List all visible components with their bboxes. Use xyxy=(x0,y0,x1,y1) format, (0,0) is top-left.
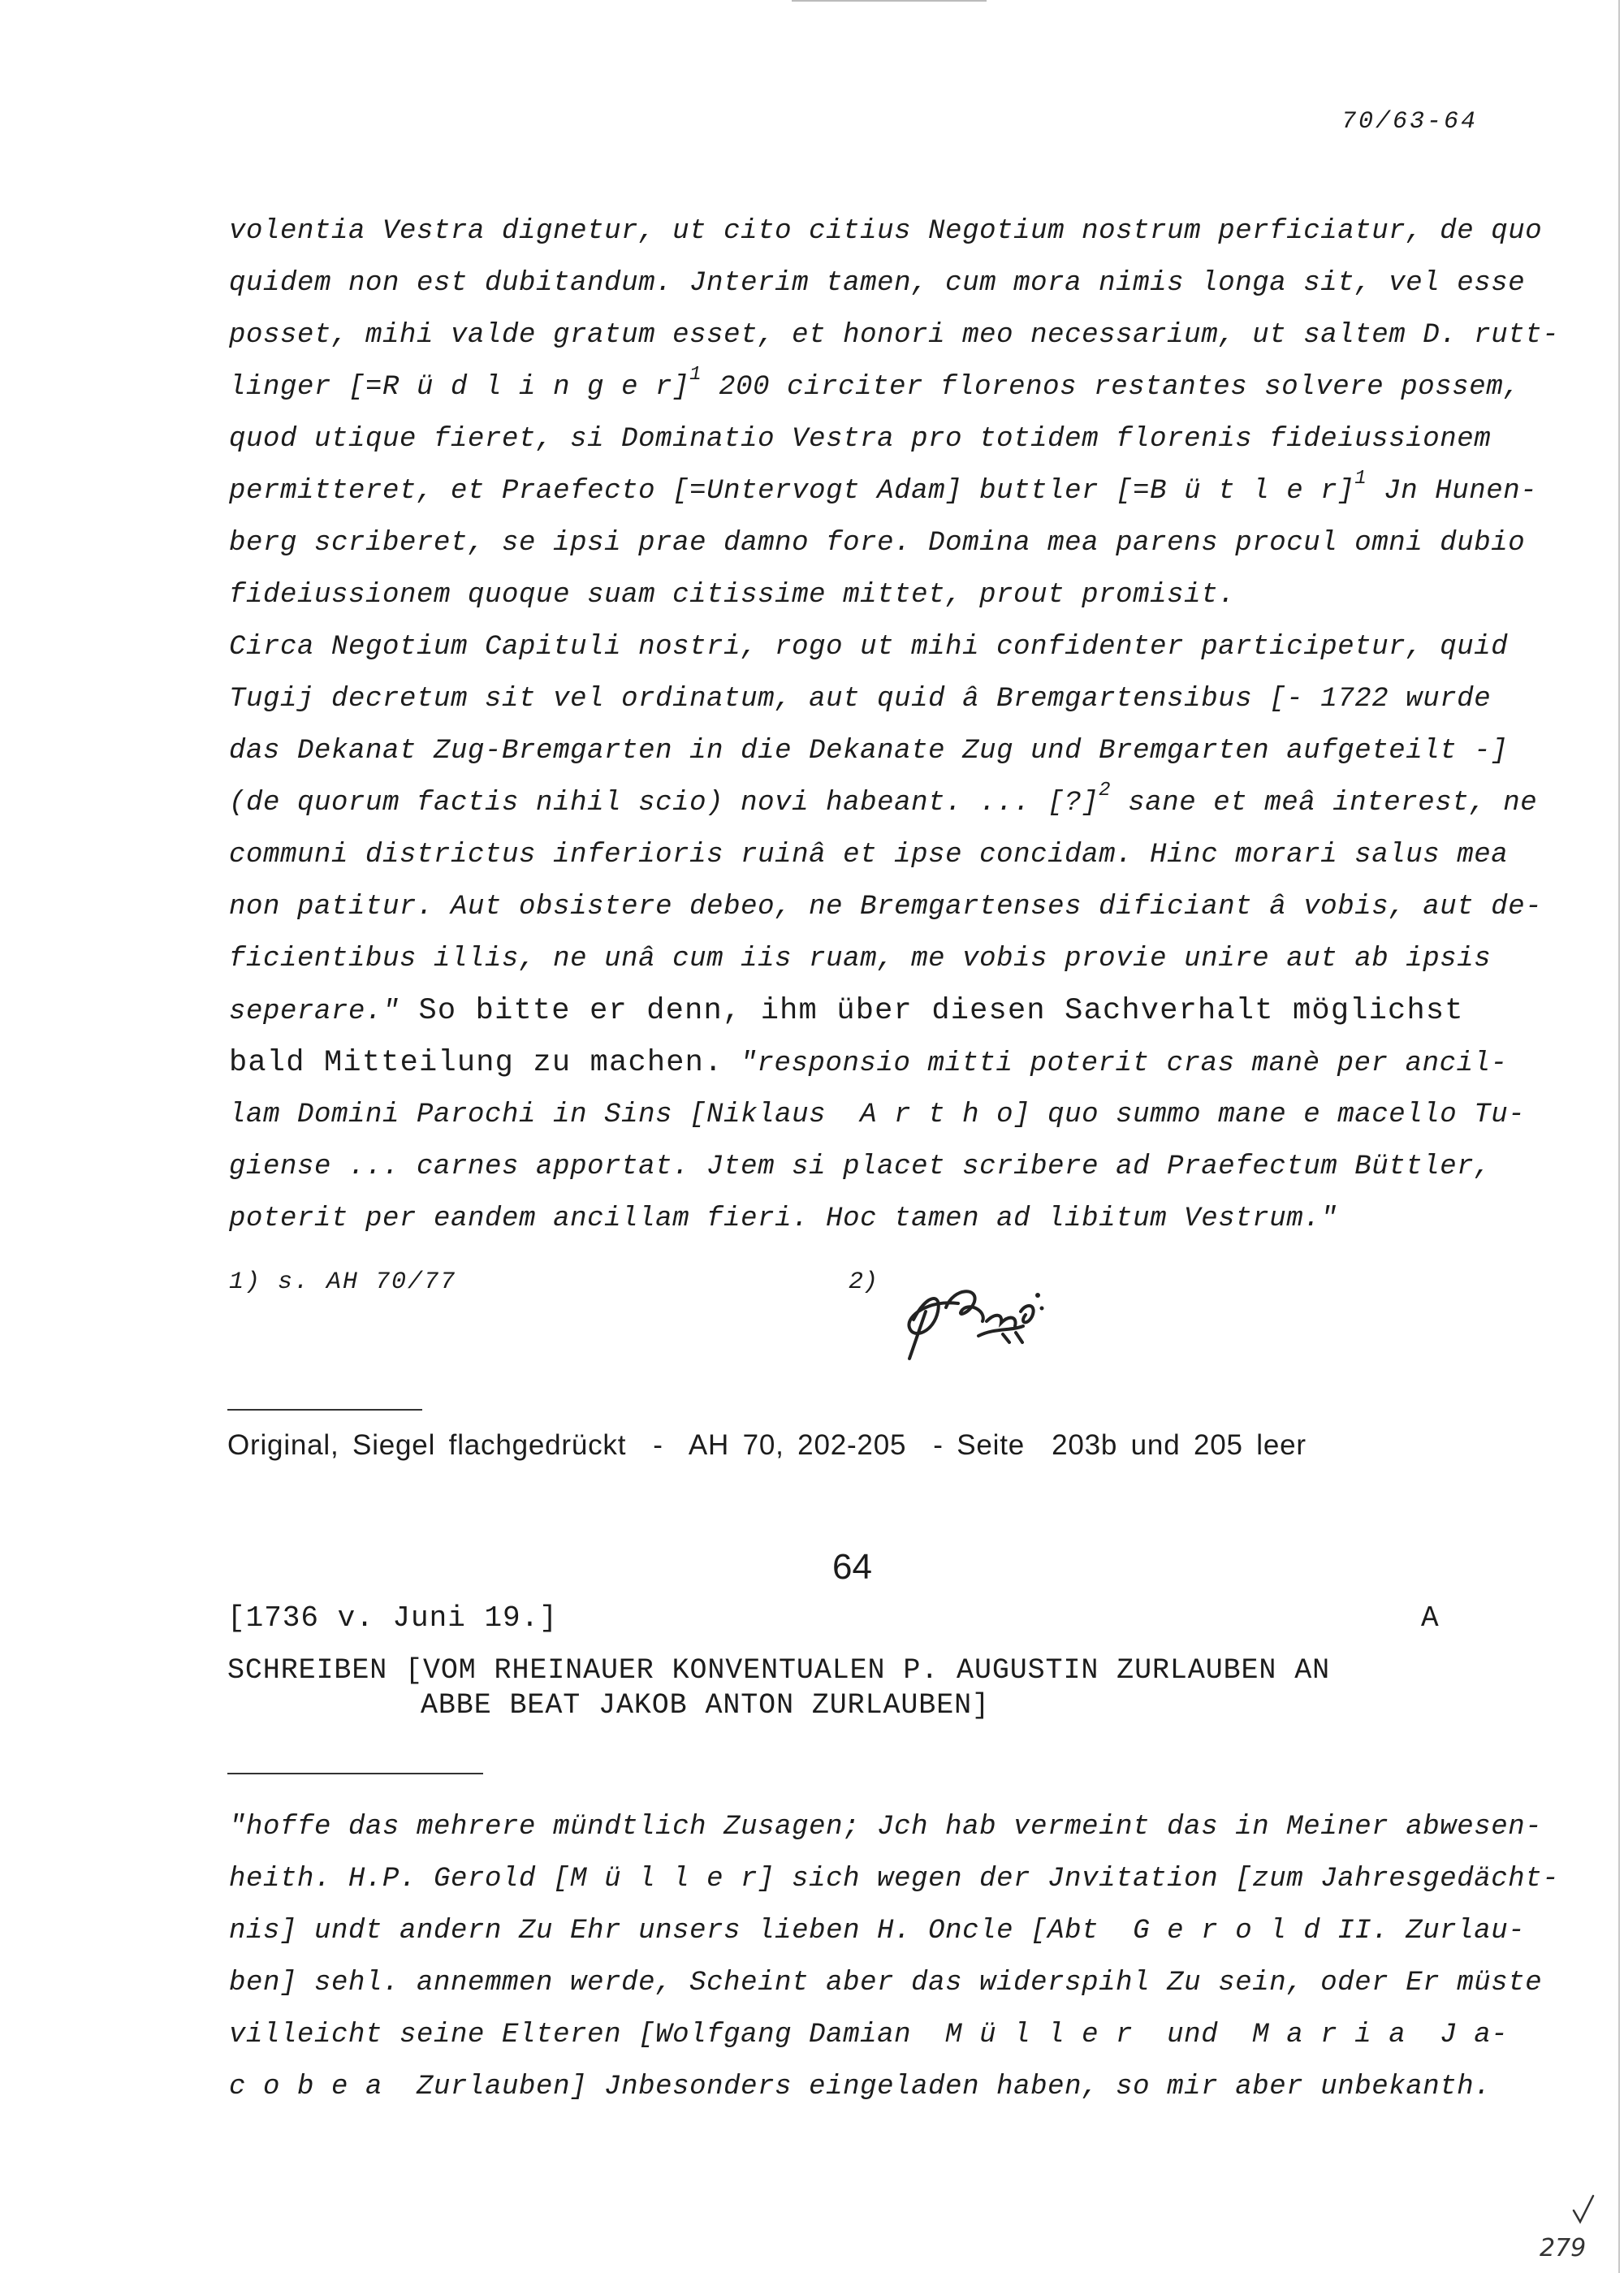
document-heading-line-2: ABBE BEAT JAKOB ANTON ZURLAUBEN] xyxy=(421,1689,990,1722)
section-divider xyxy=(227,1409,422,1411)
text-line: non patitur. Aut obsistere debeo, ne Bremgartenses dificiant â vobis, aut de- xyxy=(229,892,1543,923)
text-line: Tugij decretum sit vel ordinatum, aut quid â Bremgartensibus [- 1722 wurde xyxy=(229,684,1492,715)
page-reference: 70/63-64 xyxy=(1341,108,1479,136)
text-line: fideiussionem quoque suam citissime mittet, prout promisit. xyxy=(229,580,1236,611)
footnote-marker: 1 xyxy=(689,363,702,386)
text-line: poterit per eandem ancillam fieri. Hoc tamen ad libitum Vestrum." xyxy=(229,1203,1338,1234)
quote-line: ben] sehl. annemmen werde, Scheint aber das widerspihl Zu sein, oder Er müste xyxy=(229,1968,1543,1999)
document-letter: A xyxy=(1421,1601,1439,1635)
quote-text-block xyxy=(229,1801,1560,2113)
quote-line: nis] undt andern Zu Ehr unsers lieben H. Oncle [Abt G e r o l d II. Zurlau- xyxy=(229,1916,1526,1947)
document-number: 64 xyxy=(832,1547,872,1587)
text-line: lam Domini Parochi in Sins [Niklaus A r t h o] quo summo mane e macello Tu- xyxy=(229,1100,1526,1130)
document-heading-line-1: SCHREIBEN [VOM RHEINAUER KONVENTUALEN P. AUGUSTIN ZURLAUBEN AN xyxy=(227,1654,1331,1687)
text-line: seperare." So bitte er denn, ihm über diesen Sachverhalt möglichst xyxy=(229,994,1464,1028)
footnote-2: 2) xyxy=(849,1268,879,1296)
text-line: permitteret, et Praefecto [=Untervogt Adam] buttler [=B ü t l e r]$^1$ Jn Hunen- xyxy=(229,467,1538,507)
text-line: giense ... carnes apportat. Jtem si placet scribere ad Praefectum Büttler, xyxy=(229,1152,1492,1182)
text-line: das Dekanat Zug-Bremgarten in die Dekanate Zug und Bremgarten aufgeteilt -] xyxy=(229,736,1509,767)
text-line: berg scriberet, se ipsi prae damno fore. Domina mea parens procul omni dubio xyxy=(229,528,1526,559)
text-line: bald Mitteilung zu machen. "responsio mitti poterit cras manè per ancil- xyxy=(229,1046,1508,1080)
quote-line: c o b e a Zurlauben] Jnbesonders eingeladen haben, so mir aber unbekanth. xyxy=(229,2072,1492,2102)
quote-line: "hoffe das mehrere mündtlich Zusagen; Jch hab vermeint das in Meiner abwesen- xyxy=(229,1812,1543,1843)
checkmark-icon xyxy=(1535,2193,1600,2266)
page-edge-line xyxy=(1618,0,1620,2273)
text-line: linger [=R ü d l i n g e r]$^1$ 200 circiter florenos restantes solvere possem, xyxy=(229,363,1521,403)
text-line: quidem non est dubitandum. Jnterim tamen, cum mora nimis longa sit, vel esse xyxy=(229,268,1526,299)
footnote-1: 1) s. AH 70/77 xyxy=(229,1268,457,1296)
document-date: [1736 v. Juni 19.] xyxy=(227,1601,558,1635)
quote-divider xyxy=(227,1773,483,1774)
quote-line: heith. H.P. Gerold [M ü l l e r] sich wegen der Jnvitation [zum Jahresgedächt- xyxy=(229,1864,1560,1895)
footnote-marker: 2 xyxy=(1099,779,1112,802)
text-line: communi districtus inferioris ruinâ et ipse concidam. Hinc morari salus mea xyxy=(229,840,1509,871)
text-line: volentia Vestra dignetur, ut cito citius Negotium nostrum perficiatur, de quo xyxy=(229,216,1543,247)
page-top-rule xyxy=(792,0,987,2)
text-line: posset, mihi valde gratum esset, et honori meo necessarium, ut saltem D. rutt- xyxy=(229,320,1560,351)
main-text-block xyxy=(229,205,1560,1245)
signature-image xyxy=(881,1263,1068,1368)
footnote-marker: 1 xyxy=(1354,467,1367,490)
page-tally-number: 279 xyxy=(1540,2234,1587,2262)
text-line: (de quorum factis nihil scio) novi habeant. ... [?]$^2$ sane et meâ interest, ne xyxy=(229,779,1538,819)
text-line: quod utique fieret, si Dominatio Vestra pro totidem florenis fideiussionem xyxy=(229,424,1492,455)
text-line: ficientibus illis, ne unâ cum iis ruam, me vobis provie unire aut ab ipsis xyxy=(229,944,1492,974)
text-line: Circa Negotium Capituli nostri, rogo ut mihi confidenter participetur, quid xyxy=(229,632,1509,663)
quote-line: villeicht seine Elteren [Wolfgang Damian M ü l l e r und M a r i a J a- xyxy=(229,2020,1509,2050)
source-note: Original, Siegel flachgedrückt - AH 70, 202-205 - Seite 203b und 205 leer xyxy=(227,1429,1307,1461)
